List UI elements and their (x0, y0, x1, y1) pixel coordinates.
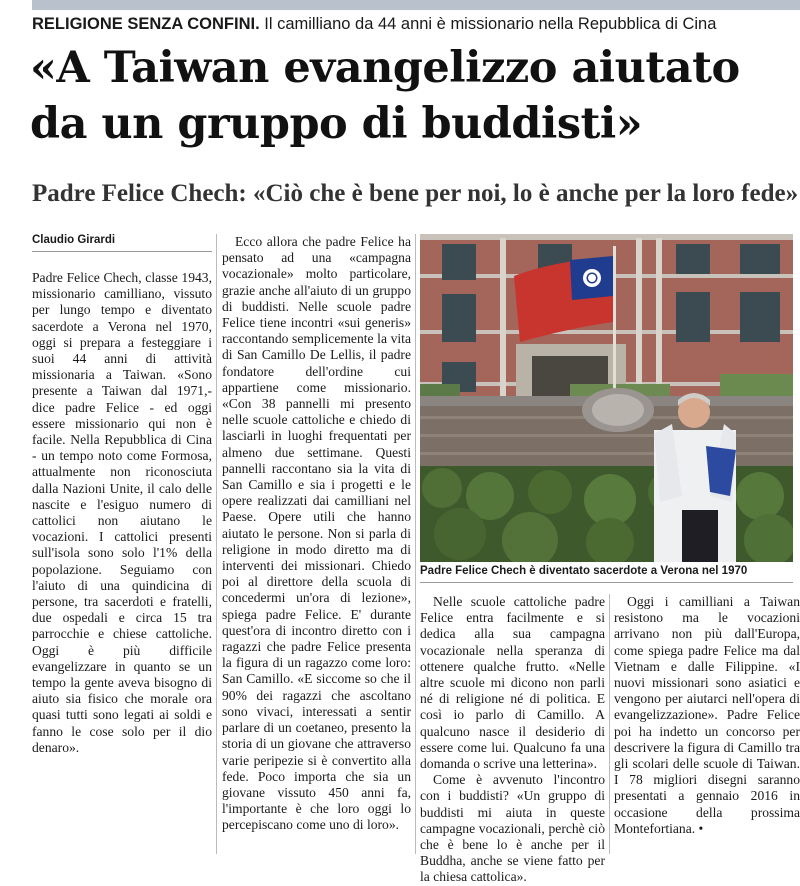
column-divider (415, 234, 416, 854)
headline-line-2: da un gruppo di buddisti» (30, 99, 643, 149)
subheadline: Padre Felice Chech: «Ciò che è bene per noi, lo è anche per la loro fede» (32, 180, 799, 207)
headline-line-1: «A Taiwan evangelizzo aiutato (30, 43, 740, 93)
author-byline: Claudio Girardi (32, 234, 116, 246)
article-photo (420, 234, 793, 562)
column-divider (216, 234, 217, 854)
body-paragraph: Nelle scuole cattoliche padre Felice entra facilmente e si dedica alla sua campagna vocazionale nella speranza di ottenere qualche frutto. «Nelle altre scuole mi dicono non parli né di religione né di politica. E così io parlo di Camillo. A qualcuno nasce il desiderio di essere come lui. Qualcuno fa una domanda o scrive una letterina». (420, 594, 605, 772)
body-column-4 (614, 594, 800, 837)
body-column-1 (32, 270, 212, 756)
column-divider (609, 594, 610, 854)
body-paragraph: Oggi i camilliani a Taiwan resistono ma le vocazioni arrivano non più dall'Europa, come spiega padre Felice ma dal Vietnam e dalle Filippine. «I nuovi missionari sono asiatici e vengono per aiutarci nell'opera di evangelizzazione». Padre Felice poi ha indetto un concorso per descrivere la figura di Camillo tra gli scolari delle scuole di Taiwan. I 78 migliori disegni saranno presentati a gennaio 2016 in occasione della prossima Montefortiana. • (614, 594, 800, 836)
byline-divider (32, 251, 212, 252)
photo-caption: Padre Felice Chech è diventato sacerdote a Verona nel 1970 (420, 565, 748, 577)
body-column-3 (420, 594, 605, 886)
body-paragraph: Ecco allora che padre Felice ha pensato ad una «campagna vocazionale» molto particolare, grazie anche all'aiuto di un gruppo di buddisti. Nelle scuole padre Felice tiene incontri «sui generis» raccontando semplicemente la vita di San Camillo De Lellis, il padre fondatore dell'ordine cui appartiene come missionario. «Con 38 pannelli mi presento nelle scuole cattoliche e chiedo di lasciarli in luoghi frequentati per almeno due settimane. Questi pannelli raccontano sia la vita di San Camillo e sia i progetti e le opere realizzati dai camilliani nel Paese. Opere utili che hanno aiutato le persone. Non si parla di religione in modo diretto ma di interventi dei missionari. Chiedo poi al direttore della scuola di concedermi un'ora di lezione», spiega padre Felice. E' durante quest'ora di incontro diretto con i ragazzi che padre Felice presenta la figura di un ragazzo come loro: San Camillo. «E siccome so che il 90% dei ragazzi che ascoltano sono vivaci, interessati a sentir parlare di un coetaneo, presento la storia di un giovane che attraverso varie peripezie si è convertito alla fede. Poco importa che sia un giovane vissuto 450 anni fa, l'importante è che loro oggi lo percepiscano come uno di loro». (222, 234, 411, 833)
top-color-bar (32, 0, 800, 10)
body-column-2 (222, 234, 411, 834)
body-paragraph: Padre Felice Chech, classe 1943, missionario camilliano, vissuto per lungo tempo e diventato sacerdote a Verona nel 1970, oggi si prepara a festeggiare i suoi 44 anni di attività missionaria a Taiwan. «Sono presente a Taiwan dal 1971,- dice padre Felice - ed oggi essere missionario qui non è facile. Nella Repubblica di Cina - un tempo noto come Formosa, attualmente non riconosciuta dalla Nazioni Unite, il calo delle nascite e l'esiguo numero di cattolici non aiutano le vocazioni. I cattolici presenti sull'isola sono solo l'1% della popolazione. Seguiamo con l'aiuto di una quindicina di persone, tra sacerdoti e fratelli, due ospedali e circa 15 tra parrocchie e chiese cattoliche. Oggi è più difficile evangelizzare in quanto se un tempo la gente aveva bisogno di aiuto sia fisico che morale ora quasi tutti sono legati ai soldi e fanno le cose solo per il dio denaro». (32, 270, 212, 755)
kicker-text: Il camilliano da 44 anni è missionario nella Repubblica di Cina (259, 15, 717, 33)
headline (30, 40, 800, 152)
kicker (32, 13, 716, 35)
kicker-label: RELIGIONE SENZA CONFINI. (32, 15, 260, 33)
caption-divider (420, 582, 793, 583)
photo-taiwan-flag-and-priest (420, 234, 793, 562)
body-paragraph: Come è avvenuto l'incontro con i buddisti? «Un gruppo di buddisti mi aiuta in queste campagne vocazionali, perchè ciò che è bene lo è anche per il Buddha, anche se viene fatto per la chiesa cattolica». (420, 772, 605, 885)
